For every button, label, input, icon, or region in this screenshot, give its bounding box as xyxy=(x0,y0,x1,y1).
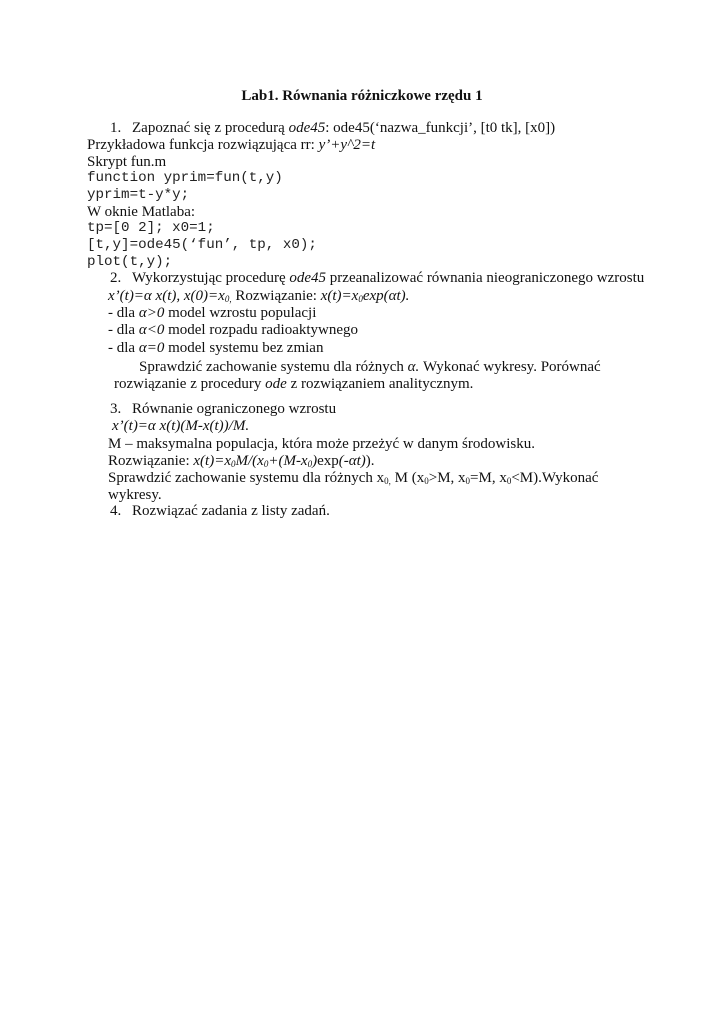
item-3-check xyxy=(108,470,598,487)
code-line: tp=[0 2]; x0=1; xyxy=(87,220,215,236)
bullet-text: model rozpadu radioaktywnego xyxy=(164,322,359,338)
check-text: M (x xyxy=(390,470,425,486)
bullet-text: model systemu bez zmian xyxy=(164,340,324,356)
code-line: [t,y]=ode45(‘fun’, tp, x0); xyxy=(87,237,317,253)
bullet-equation: α=0 xyxy=(138,340,165,356)
item-3-solution xyxy=(108,453,375,470)
compare-ode: ode xyxy=(265,376,287,392)
solution-sub: 0 xyxy=(307,459,313,469)
item-4-text: Rozwiązać zadania z listy zadań. xyxy=(132,503,330,519)
item-2-equation-sub: 0, xyxy=(224,294,232,304)
solution-sub: 0 xyxy=(263,459,269,469)
code-line: function yprim=fun(t,y) xyxy=(87,170,283,186)
compare-text-a: rozwiązanie z procedury xyxy=(114,376,266,392)
solution-part: ) xyxy=(312,453,318,469)
item-3-check-cont: wykresy. xyxy=(108,487,162,503)
item-3 xyxy=(110,401,336,418)
item-1-text-b: : ode45(‘nazwa_funkcji’, [t0 tk], [x0]) xyxy=(325,120,556,136)
item-4 xyxy=(110,503,330,520)
bullet-prefix: - dla xyxy=(108,322,139,338)
solution-end: ). xyxy=(365,453,375,469)
solution-exp: exp xyxy=(317,453,339,469)
document-title: Lab1. Równania różniczkowe rzędu 1 xyxy=(241,88,483,104)
solution-sub: 0 xyxy=(231,459,236,469)
check-sub: 0 xyxy=(506,476,512,486)
item-2-text-b: przeanalizować równania nieograniczonego wzrostu xyxy=(326,270,645,286)
item-3-number: 3. xyxy=(110,401,122,417)
check-text: Sprawdzić zachowanie systemu dla różnych x xyxy=(108,470,385,486)
code-line: plot(t,y); xyxy=(87,254,173,270)
item-2-ode: ode45 xyxy=(289,270,327,286)
compare-text-b: z rozwiązaniem analitycznym. xyxy=(286,376,474,392)
solution-label: Rozwiązanie: xyxy=(108,453,194,469)
example-line xyxy=(87,137,375,154)
solution-part: (-αt) xyxy=(338,453,366,469)
item-2-equation-line xyxy=(108,288,409,305)
check-text: <M).Wykonać xyxy=(511,470,599,486)
item-3-m-description: M – maksymalna populacja, która może przeżyć w danym środowisku. xyxy=(108,436,535,452)
item-2-solution-b: exp(αt). xyxy=(362,288,410,304)
item-1 xyxy=(110,120,555,137)
example-text: Przykładowa funkcja rozwiązująca rr: xyxy=(87,137,319,153)
bullet-equation: α>0 xyxy=(138,305,165,321)
script-label: Skrypt fun.m xyxy=(87,154,167,170)
check-sub: 0 xyxy=(424,476,429,486)
check-text: >M, x xyxy=(428,470,466,486)
item-3-text: Równanie ograniczonego wzrostu xyxy=(132,401,337,417)
bullet-growth xyxy=(108,305,316,322)
bullet-static xyxy=(108,340,323,357)
item-2 xyxy=(110,270,644,287)
solution-part: x(t)=x xyxy=(193,453,231,469)
bullet-equation: α<0 xyxy=(138,322,165,338)
bullet-text: model wzrostu populacji xyxy=(164,305,317,321)
item-1-number: 1. xyxy=(110,120,122,136)
item-2-equation: x’(t)=α x(t), x(0)=x xyxy=(108,288,225,304)
bullet-decay xyxy=(108,322,358,339)
item-2-solution-sub: 0 xyxy=(358,294,363,304)
check-sub: 0 xyxy=(465,476,471,486)
item-2-check xyxy=(139,359,601,376)
bullet-prefix: - dla xyxy=(108,305,139,321)
check-alpha: α. xyxy=(407,359,420,375)
solution-part: +(M-x xyxy=(268,453,308,469)
check-text-a: Sprawdzić zachowanie systemu dla różnych xyxy=(139,359,408,375)
example-equation: y’+y^2=t xyxy=(318,137,376,153)
item-2-compare xyxy=(114,376,473,393)
item-1-text-a: Zapoznać się z procedurą xyxy=(132,120,289,136)
check-text: =M, x xyxy=(470,470,507,486)
item-2-number: 2. xyxy=(110,270,122,286)
bullet-prefix: - dla xyxy=(108,340,139,356)
code-line: yprim=t-y*y; xyxy=(87,187,190,203)
check-text-b: Wykonać wykresy. Porównać xyxy=(419,359,601,375)
item-3-equation: x’(t)=α x(t)(M-x(t))/M. xyxy=(112,418,250,434)
item-2-solution-label: Rozwiązanie: xyxy=(231,288,321,304)
item-2-text-a: Wykorzystując procedurę xyxy=(132,270,290,286)
item-1-ode: ode45 xyxy=(288,120,326,136)
solution-part: M/(x xyxy=(235,453,264,469)
item-2-solution-a: x(t)=x xyxy=(320,288,359,304)
check-sub: 0, xyxy=(384,476,391,486)
item-4-number: 4. xyxy=(110,503,122,519)
matlab-label: W oknie Matlaba: xyxy=(87,204,196,220)
